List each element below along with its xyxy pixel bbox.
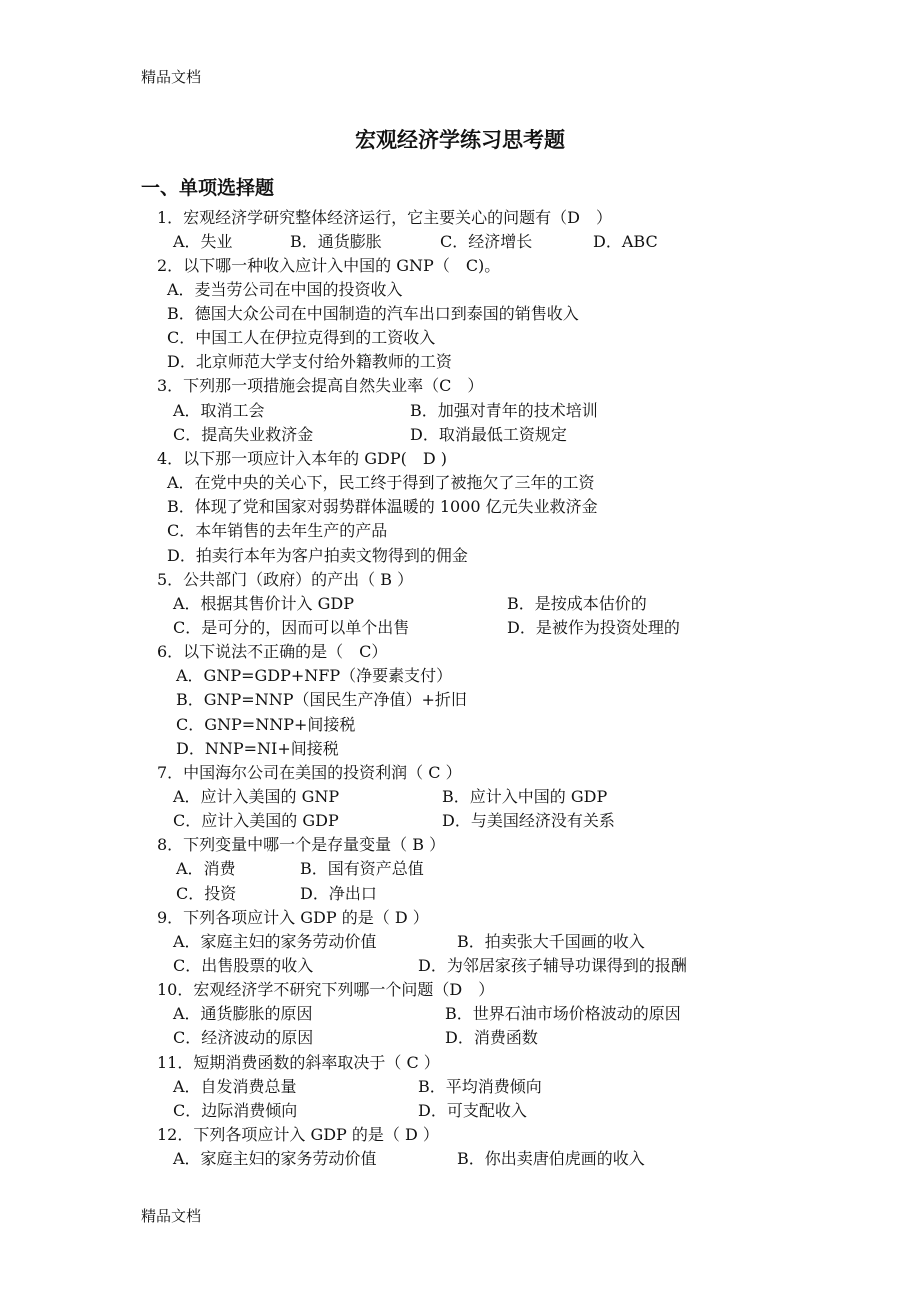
question-10-stem: 10．宏观经济学不研究下列哪一个问题（D ） (157, 980, 495, 999)
question-3-option-c: C．提高失业救济金 (173, 425, 314, 444)
document-title: 宏观经济学练习思考题 (355, 127, 565, 152)
question-5-stem: 5．公共部门（政府）的产出（ B ） (157, 570, 414, 589)
question-5-option-b: B．是按成本估价的 (507, 594, 647, 613)
question-3-option-b: B．加强对青年的技术培训 (410, 401, 598, 420)
question-3-option-d: D．取消最低工资规定 (410, 425, 567, 444)
question-8-option-d: D．净出口 (300, 884, 377, 903)
question-11-option-c: C．边际消费倾向 (173, 1101, 298, 1120)
question-11-option-b: B．平均消费倾向 (418, 1077, 542, 1096)
page-footer: 精品文档 (141, 1207, 202, 1225)
question-8-stem: 8．下列变量中哪一个是存量变量（ B ） (157, 835, 446, 854)
question-7-option-a: A．应计入美国的 GNP (173, 787, 340, 806)
question-10-option-a: A．通货膨胀的原因 (173, 1004, 313, 1023)
question-3-stem: 3．下列那一项措施会提高自然失业率（C ） (157, 376, 484, 395)
question-1-option-b: B．通货膨胀 (290, 232, 382, 251)
page-header: 精品文档 (141, 68, 202, 86)
question-9-option-c: C．出售股票的收入 (173, 956, 314, 975)
question-10-option-c: C．经济波动的原因 (173, 1028, 314, 1047)
question-12-stem: 12．下列各项应计入 GDP 的是（ D ） (157, 1125, 439, 1144)
question-4-option-b: B．体现了党和国家对弱势群体温暖的 1000 亿元失业救济金 (167, 497, 598, 516)
question-10-option-b: B．世界石油市场价格波动的原因 (445, 1004, 681, 1023)
question-8-option-b: B．国有资产总值 (300, 859, 424, 878)
question-5-option-c: C．是可分的，因而可以单个出售 (173, 618, 410, 637)
question-8-option-a: A．消费 (176, 859, 236, 878)
question-11-option-d: D．可支配收入 (418, 1101, 527, 1120)
question-2-option-a: A．麦当劳公司在中国的投资收入 (167, 280, 403, 299)
question-11-stem: 11．短期消费函数的斜率取决于（ C ） (157, 1053, 440, 1072)
question-6-option-c: C．GNP=NNP+间接税 (176, 715, 356, 734)
question-4-option-c: C．本年销售的去年生产的产品 (167, 521, 388, 540)
section-heading: 一、单项选择题 (141, 177, 275, 199)
question-5-option-a: A．根据其售价计入 GDP (173, 594, 355, 613)
question-6-option-a: A．GNP=GDP+NFP（净要素支付） (176, 666, 453, 685)
question-7-stem: 7．中国海尔公司在美国的投资利润（ C ） (157, 763, 462, 782)
question-1-option-a: A．失业 (173, 232, 233, 251)
question-9-option-b: B．拍卖张大千国画的收入 (457, 932, 645, 951)
question-7-option-b: B．应计入中国的 GDP (442, 787, 608, 806)
question-6-option-b: B．GNP=NNP（国民生产净值）+折旧 (176, 690, 467, 709)
question-11-option-a: A．自发消费总量 (173, 1077, 297, 1096)
question-4-option-a: A．在党中央的关心下，民工终于得到了被拖欠了三年的工资 (167, 473, 595, 492)
question-10-option-d: D．消费函数 (445, 1028, 538, 1047)
question-12-option-a: A．家庭主妇的家务劳动价值 (173, 1149, 377, 1168)
question-4-stem: 4．以下那一项应计入本年的 GDP( D ) (157, 449, 448, 468)
question-1-option-d: D．ABC (593, 232, 658, 251)
question-7-option-c: C．应计入美国的 GDP (173, 811, 339, 830)
question-6-option-d: D．NNP=NI+间接税 (176, 739, 339, 758)
question-6-stem: 6．以下说法不正确的是（ C） (157, 642, 388, 661)
question-9-stem: 9．下列各项应计入 GDP 的是（ D ） (157, 908, 429, 927)
question-4-option-d: D．拍卖行本年为客户拍卖文物得到的佣金 (167, 546, 468, 565)
question-9-option-d: D．为邻居家孩子辅导功课得到的报酬 (418, 956, 687, 975)
question-8-option-c: C．投资 (176, 884, 237, 903)
question-2-option-b: B．德国大众公司在中国制造的汽车出口到泰国的销售收入 (167, 304, 579, 323)
question-12-option-b: B．你出卖唐伯虎画的收入 (457, 1149, 645, 1168)
question-1-option-c: C．经济增长 (440, 232, 533, 251)
question-2-option-c: C．中国工人在伊拉克得到的工资收入 (167, 328, 436, 347)
question-2-option-d: D．北京师范大学支付给外籍教师的工资 (167, 352, 452, 371)
question-2-stem: 2．以下哪一种收入应计入中国的 GNP（ C)。 (157, 256, 501, 275)
question-5-option-d: D．是被作为投资处理的 (507, 618, 680, 637)
question-9-option-a: A．家庭主妇的家务劳动价值 (173, 932, 377, 951)
question-7-option-d: D．与美国经济没有关系 (442, 811, 615, 830)
question-3-option-a: A．取消工会 (173, 401, 265, 420)
question-1-stem: 1．宏观经济学研究整体经济运行，它主要关心的问题有（D ） (157, 208, 613, 227)
